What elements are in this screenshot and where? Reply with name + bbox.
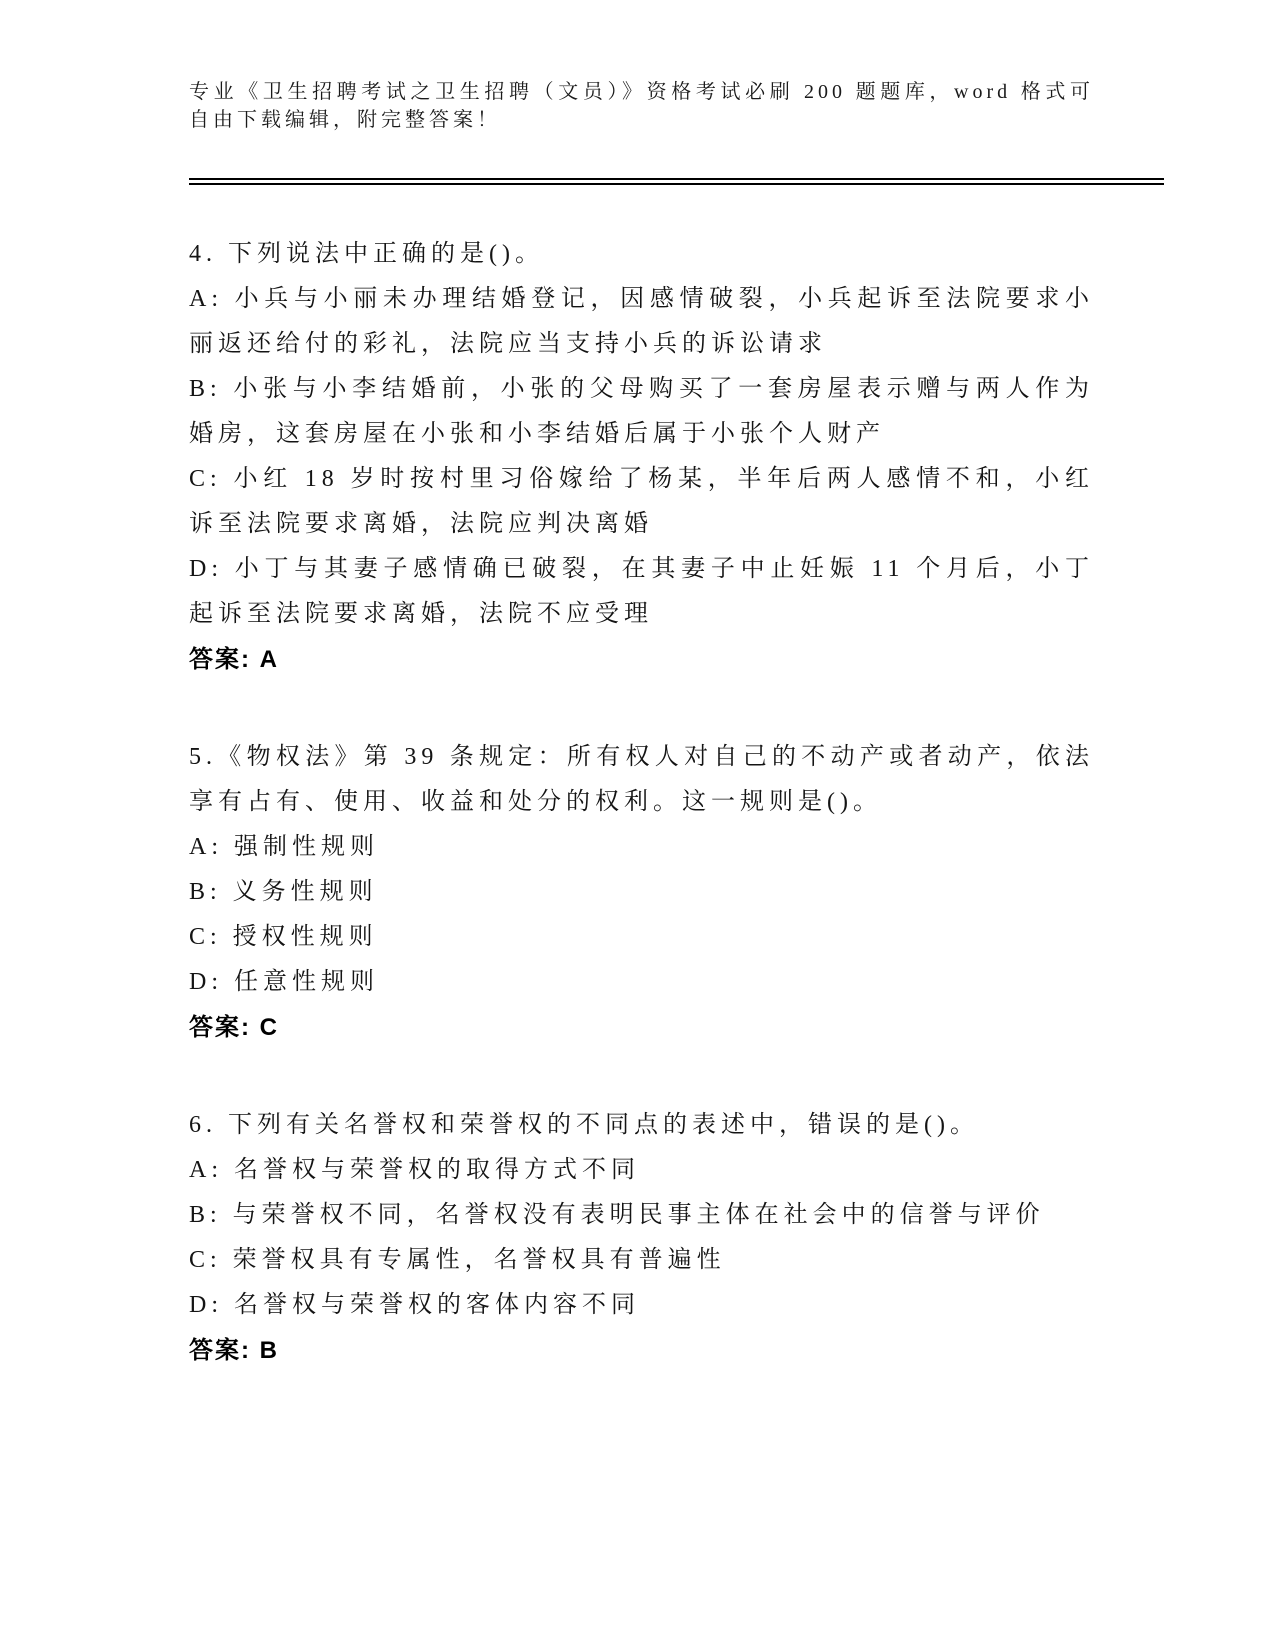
option-line: B: 义务性规则: [189, 879, 378, 905]
answer-line: 答案: C: [189, 1014, 279, 1041]
option-line: A: 强制性规则: [189, 834, 379, 860]
questions: [189, 232, 1094, 1426]
option-line: A: 小兵与小丽未办理结婚登记，因感情破裂，小兵起诉至法院要求小丽返还给付的彩礼，法院应当支持小兵的诉讼请求: [189, 286, 1094, 357]
answer-line: 答案: A: [189, 646, 279, 673]
question-options: [189, 277, 1094, 637]
option-line: D: 任意性规则: [189, 969, 379, 995]
question-options: [189, 1148, 1094, 1328]
option-line: B: 小张与小李结婚前，小张的父母购买了一套房屋表示赠与两人作为婚房，这套房屋在小张和小李结婚后属于小张个人财产: [189, 376, 1094, 447]
option-line: B: 与荣誉权不同，名誉权没有表明民事主体在社会中的信誉与评价: [189, 1202, 1045, 1228]
option-line: A: 名誉权与荣誉权的取得方式不同: [189, 1157, 640, 1183]
answer-line: 答案: B: [189, 1337, 279, 1364]
option-line: C: 小红 18 岁时按村里习俗嫁给了杨某，半年后两人感情不和，小红诉至法院要求离婚，法院应判决离婚: [189, 466, 1094, 537]
header-divider: [189, 178, 1164, 185]
option-line: C: 荣誉权具有专属性，名誉权具有普遍性: [189, 1247, 726, 1273]
question-block: [189, 232, 1094, 682]
question-stem: 6. 下列有关名誉权和荣誉权的不同点的表述中，错误的是()。: [189, 1112, 979, 1138]
question-stem: 4. 下列说法中正确的是()。: [189, 241, 544, 267]
question-block: [189, 735, 1094, 1050]
option-line: D: 名誉权与荣誉权的客体内容不同: [189, 1292, 640, 1318]
question-block: [189, 1103, 1094, 1373]
header-note: 专业《卫生招聘考试之卫生招聘（文员）》资格考试必刷 200 题题库，word 格式可自由下载编辑，附完整答案！: [189, 81, 1094, 131]
option-line: C: 授权性规则: [189, 924, 378, 950]
question-options: [189, 825, 1094, 1005]
question-stem: 5.《物权法》第 39 条规定：所有权人对自己的不动产或者动产，依法享有占有、使用、收益和处分的权利。这一规则是()。: [189, 744, 1094, 815]
option-line: D: 小丁与其妻子感情确已破裂，在其妻子中止妊娠 11 个月后，小丁起诉至法院要求离婚，法院不应受理: [189, 556, 1094, 627]
